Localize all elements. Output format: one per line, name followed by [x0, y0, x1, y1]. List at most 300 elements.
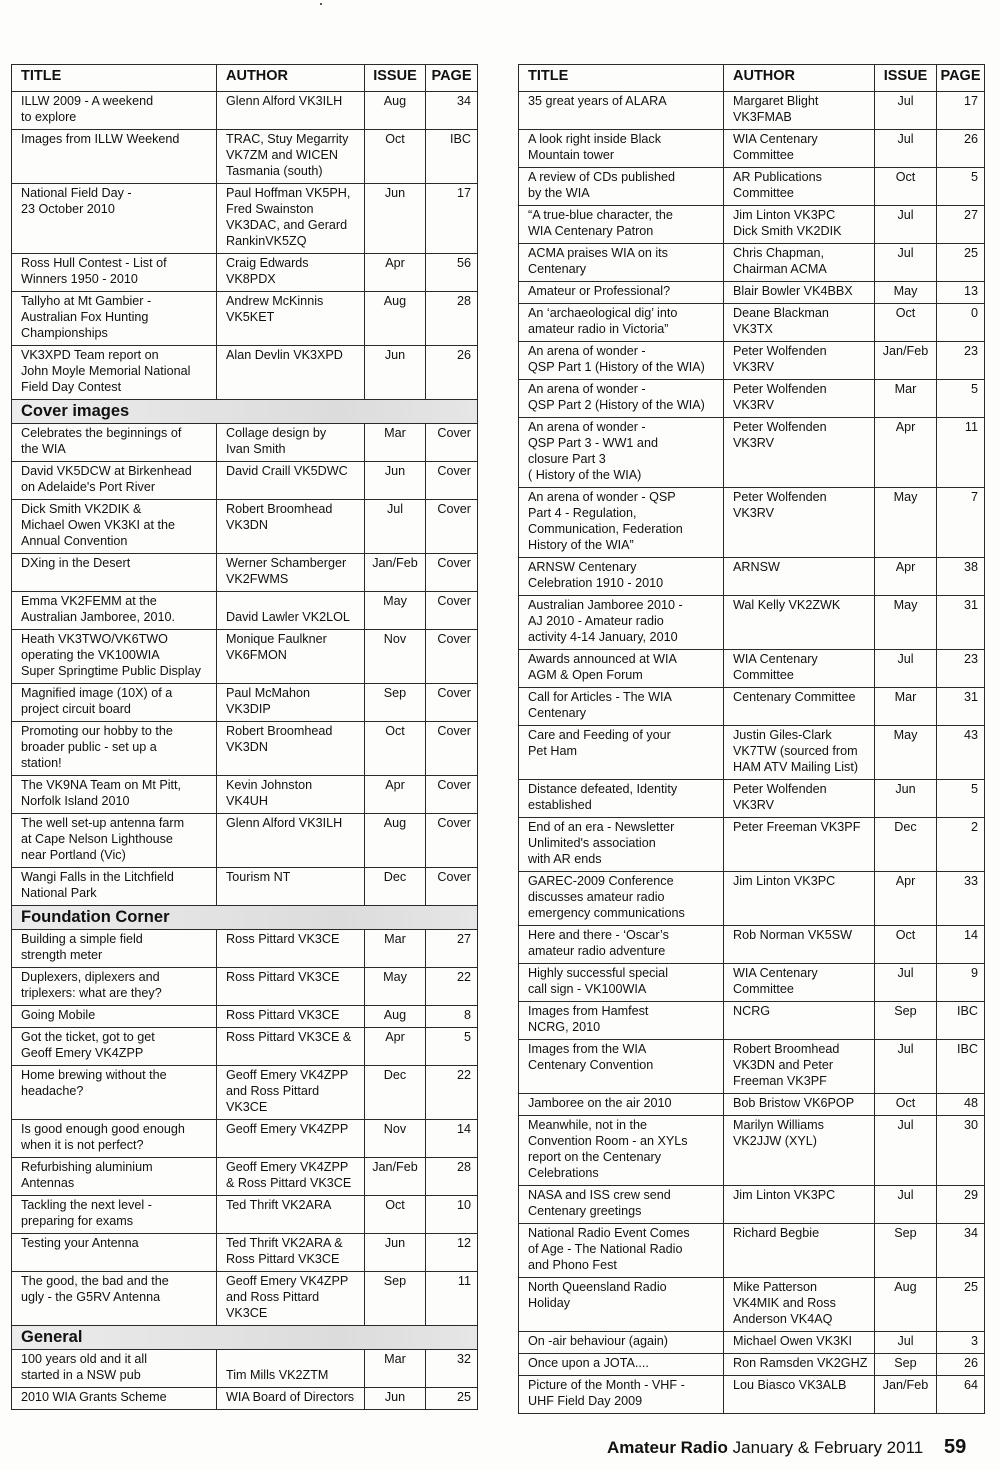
article-author: Paul McMahon VK3DIP — [217, 684, 365, 722]
article-issue: Jul — [875, 964, 937, 1002]
article-title: Promoting our hobby to the broader public - set up a station! — [12, 722, 217, 776]
article-author: Peter Freeman VK3PF — [724, 818, 875, 872]
article-author: Robert Broomhead VK3DN — [217, 500, 365, 554]
article-author: Ted Thrift VK2ARA & Ross Pittard VK3CE — [217, 1234, 365, 1272]
article-issue: May — [875, 282, 937, 304]
table-row — [519, 418, 985, 488]
article-title: GAREC-2009 Conference discusses amateur radio emergency communications — [519, 872, 724, 926]
article-issue: Sep — [875, 1354, 937, 1376]
article-issue: Jan/Feb — [875, 1376, 937, 1414]
article-title: DXing in the Desert — [12, 554, 217, 592]
table-row — [12, 1388, 478, 1410]
article-author: Tim Mills VK2ZTM — [217, 1350, 365, 1388]
table-row — [12, 930, 478, 968]
column-header-issue: ISSUE — [875, 65, 937, 92]
article-page: 0 — [937, 304, 985, 342]
table-row — [519, 650, 985, 688]
article-author: Andrew McKinnis VK5KET — [217, 292, 365, 346]
article-author: Mike Patterson VK4MIK and Ross Anderson VK4AQ — [724, 1278, 875, 1332]
article-title: An arena of wonder - QSP Part 3 - WW1 and closure Part 3 ( History of the WIA) — [519, 418, 724, 488]
magazine-name: Amateur Radio — [607, 1438, 728, 1457]
article-author: Rob Norman VK5SW — [724, 926, 875, 964]
article-author: David Lawler VK2LOL — [217, 592, 365, 630]
article-issue: Jun — [365, 462, 426, 500]
table-row — [519, 688, 985, 726]
index-table-left — [11, 64, 478, 1410]
section-heading-row — [12, 1326, 478, 1350]
article-title: Images from Hamfest NCRG, 2010 — [519, 1002, 724, 1040]
table-row — [12, 684, 478, 722]
article-page: 5 — [937, 168, 985, 206]
article-issue: May — [365, 968, 426, 1006]
article-page: Cover — [426, 776, 478, 814]
article-title: Wangi Falls in the Litchfield National Park — [12, 868, 217, 906]
article-title: Got the ticket, got to get Geoff Emery VK4ZPP — [12, 1028, 217, 1066]
article-author: WIA Centenary Committee — [724, 964, 875, 1002]
article-title: The good, the bad and the ugly - the G5RV Antenna — [12, 1272, 217, 1326]
article-page: Cover — [426, 592, 478, 630]
article-issue: Mar — [875, 380, 937, 418]
article-author: Jim Linton VK3PC — [724, 1186, 875, 1224]
article-page: IBC — [937, 1002, 985, 1040]
article-title: Testing your Antenna — [12, 1234, 217, 1272]
article-page: Cover — [426, 814, 478, 868]
article-page: 25 — [426, 1388, 478, 1410]
scan-speck — [320, 3, 322, 5]
table-row — [519, 1224, 985, 1278]
article-page: Cover — [426, 424, 478, 462]
article-author: Ross Pittard VK3CE & — [217, 1028, 365, 1066]
article-issue: Oct — [365, 1196, 426, 1234]
article-page: 22 — [426, 968, 478, 1006]
article-title: Meanwhile, not in the Convention Room - an XYLs report on the Centenary Celebrations — [519, 1116, 724, 1186]
section-heading: Foundation Corner — [12, 906, 478, 930]
article-issue: Jul — [875, 1040, 937, 1094]
article-title: Picture of the Month - VHF - UHF Field Day 2009 — [519, 1376, 724, 1414]
article-page: 5 — [937, 780, 985, 818]
article-issue: Jul — [875, 1186, 937, 1224]
article-author: Geoff Emery VK4ZPP — [217, 1120, 365, 1158]
article-issue: Apr — [875, 872, 937, 926]
article-author: Collage design by Ivan Smith — [217, 424, 365, 462]
section-heading: General — [12, 1326, 478, 1350]
article-issue: Oct — [365, 130, 426, 184]
article-issue: May — [365, 592, 426, 630]
article-title: Images from ILLW Weekend — [12, 130, 217, 184]
article-issue: Oct — [875, 1094, 937, 1116]
table-row — [12, 630, 478, 684]
article-author: Werner Schamberger VK2FWMS — [217, 554, 365, 592]
article-title: Building a simple field strength meter — [12, 930, 217, 968]
table-row — [12, 346, 478, 400]
article-author: Ron Ramsden VK2GHZ — [724, 1354, 875, 1376]
article-title: Tackling the next level - preparing for exams — [12, 1196, 217, 1234]
article-page: 23 — [937, 342, 985, 380]
column-header-title: TITLE — [12, 65, 217, 92]
article-title: Once upon a JOTA.... — [519, 1354, 724, 1376]
article-title: National Field Day - 23 October 2010 — [12, 184, 217, 254]
article-page: 2 — [937, 818, 985, 872]
article-author: Craig Edwards VK8PDX — [217, 254, 365, 292]
article-issue: Sep — [875, 1002, 937, 1040]
article-title: David VK5DCW at Birkenhead on Adelaide's Port River — [12, 462, 217, 500]
article-author: WIA Centenary Committee — [724, 130, 875, 168]
article-author: Margaret Blight VK3FMAB — [724, 92, 875, 130]
table-header-row — [12, 65, 478, 92]
article-page: 56 — [426, 254, 478, 292]
table-row — [519, 1332, 985, 1354]
article-author: Ross Pittard VK3CE — [217, 968, 365, 1006]
article-title: Australian Jamboree 2010 - AJ 2010 - Amateur radio activity 4-14 January, 2010 — [519, 596, 724, 650]
article-page: 7 — [937, 488, 985, 558]
article-author: David Craill VK5DWC — [217, 462, 365, 500]
article-page: 27 — [937, 206, 985, 244]
table-row — [519, 304, 985, 342]
table-row — [12, 462, 478, 500]
article-author: Glenn Alford VK3ILH — [217, 814, 365, 868]
issue-date: January & February 2011 — [732, 1438, 924, 1457]
article-issue: Aug — [365, 292, 426, 346]
article-title: 100 years old and it all started in a NSW pub — [12, 1350, 217, 1388]
article-page: 26 — [937, 130, 985, 168]
article-issue: Jun — [365, 184, 426, 254]
table-row — [519, 818, 985, 872]
article-page: 25 — [937, 1278, 985, 1332]
article-issue: Jun — [875, 780, 937, 818]
column-header-author: AUTHOR — [217, 65, 365, 92]
article-issue: Jul — [875, 1332, 937, 1354]
table-row — [519, 872, 985, 926]
page-number: 59 — [943, 1436, 967, 1458]
table-row — [12, 1234, 478, 1272]
article-page: Cover — [426, 462, 478, 500]
article-title: Distance defeated, Identity established — [519, 780, 724, 818]
article-page: 26 — [426, 346, 478, 400]
article-title: Home brewing without the headache? — [12, 1066, 217, 1120]
article-page: 22 — [426, 1066, 478, 1120]
article-title: Refurbishing aluminium Antennas — [12, 1158, 217, 1196]
article-title: “A true-blue character, the WIA Centenary Patron — [519, 206, 724, 244]
article-page: 28 — [426, 292, 478, 346]
article-author: Tourism NT — [217, 868, 365, 906]
table-row — [519, 488, 985, 558]
column-header-author: AUTHOR — [724, 65, 875, 92]
article-issue: Jan/Feb — [875, 342, 937, 380]
article-page: 31 — [937, 596, 985, 650]
article-title: Care and Feeding of your Pet Ham — [519, 726, 724, 780]
article-issue: Mar — [875, 688, 937, 726]
table-row — [12, 1272, 478, 1326]
article-issue: Jun — [365, 1234, 426, 1272]
article-title: 35 great years of ALARA — [519, 92, 724, 130]
article-title: A review of CDs published by the WIA — [519, 168, 724, 206]
table-row — [519, 380, 985, 418]
article-author: Deane Blackman VK3TX — [724, 304, 875, 342]
article-title: The well set-up antenna farm at Cape Nelson Lighthouse near Portland (Vic) — [12, 814, 217, 868]
table-row — [12, 254, 478, 292]
article-issue: Jul — [875, 650, 937, 688]
article-title: Magnified image (10X) of a project circuit board — [12, 684, 217, 722]
article-issue: Jun — [365, 1388, 426, 1410]
table-row — [519, 1116, 985, 1186]
article-author: Glenn Alford VK3ILH — [217, 92, 365, 130]
article-page: 17 — [426, 184, 478, 254]
article-author: Paul Hoffman VK5PH, Fred Swainston VK3DAC, and Gerard RankinVK5ZQ — [217, 184, 365, 254]
table-row — [12, 554, 478, 592]
table-row — [12, 292, 478, 346]
table-row — [519, 926, 985, 964]
column-header-issue: ISSUE — [365, 65, 426, 92]
article-title: Heath VK3TWO/VK6TWO operating the VK100WIA Super Springtime Public Display — [12, 630, 217, 684]
article-page: 30 — [937, 1116, 985, 1186]
article-title: End of an era - Newsletter Unlimited's association with AR ends — [519, 818, 724, 872]
article-title: National Radio Event Comes of Age - The National Radio and Phono Fest — [519, 1224, 724, 1278]
article-author: Peter Wolfenden VK3RV — [724, 488, 875, 558]
article-page: 32 — [426, 1350, 478, 1388]
article-author: WIA Board of Directors — [217, 1388, 365, 1410]
article-page: 26 — [937, 1354, 985, 1376]
article-page: 10 — [426, 1196, 478, 1234]
table-row — [519, 1376, 985, 1414]
article-issue: Sep — [365, 1272, 426, 1326]
section-heading-row — [12, 400, 478, 424]
table-row — [519, 726, 985, 780]
article-page: 48 — [937, 1094, 985, 1116]
article-title: Amateur or Professional? — [519, 282, 724, 304]
article-page: 31 — [937, 688, 985, 726]
table-row — [519, 92, 985, 130]
table-row — [12, 968, 478, 1006]
article-author: Ross Pittard VK3CE — [217, 930, 365, 968]
article-author: Richard Begbie — [724, 1224, 875, 1278]
article-page: 64 — [937, 1376, 985, 1414]
article-page: Cover — [426, 868, 478, 906]
article-issue: Apr — [875, 558, 937, 596]
table-row — [12, 424, 478, 462]
article-issue: Dec — [365, 868, 426, 906]
table-row — [12, 92, 478, 130]
article-issue: Jul — [875, 92, 937, 130]
article-title: VK3XPD Team report on John Moyle Memorial National Field Day Contest — [12, 346, 217, 400]
article-issue: Aug — [365, 814, 426, 868]
article-page: 11 — [937, 418, 985, 488]
article-author: ARNSW — [724, 558, 875, 596]
article-title: Images from the WIA Centenary Convention — [519, 1040, 724, 1094]
table-row — [519, 342, 985, 380]
article-author: Robert Broomhead VK3DN and Peter Freeman VK3PF — [724, 1040, 875, 1094]
article-title: Ross Hull Contest - List of Winners 1950 - 2010 — [12, 254, 217, 292]
article-page: 14 — [937, 926, 985, 964]
table-row — [12, 1120, 478, 1158]
article-title: North Queensland Radio Holiday — [519, 1278, 724, 1332]
article-issue: Apr — [875, 418, 937, 488]
table-row — [519, 964, 985, 1002]
article-title: Emma VK2FEMM at the Australian Jamboree, 2010. — [12, 592, 217, 630]
table-row — [519, 596, 985, 650]
article-issue: Mar — [365, 930, 426, 968]
article-author: NCRG — [724, 1002, 875, 1040]
article-title: Here and there - ‘Oscar’s amateur radio adventure — [519, 926, 724, 964]
article-author: AR Publications Committee — [724, 168, 875, 206]
article-page: 5 — [426, 1028, 478, 1066]
article-page: IBC — [426, 130, 478, 184]
article-title: A look right inside Black Mountain tower — [519, 130, 724, 168]
article-page: 34 — [426, 92, 478, 130]
article-author: WIA Centenary Committee — [724, 650, 875, 688]
article-issue: Nov — [365, 1120, 426, 1158]
article-title: An arena of wonder - QSP Part 1 (History of the WIA) — [519, 342, 724, 380]
article-page: Cover — [426, 630, 478, 684]
article-title: The VK9NA Team on Mt Pitt, Norfolk Island 2010 — [12, 776, 217, 814]
article-title: An ‘archaeological dig’ into amateur radio in Victoria” — [519, 304, 724, 342]
table-header-row — [519, 65, 985, 92]
article-title: ILLW 2009 - A weekend to explore — [12, 92, 217, 130]
article-page: Cover — [426, 684, 478, 722]
article-author: Lou Biasco VK3ALB — [724, 1376, 875, 1414]
article-page: 11 — [426, 1272, 478, 1326]
article-author: Jim Linton VK3PC — [724, 872, 875, 926]
article-issue: Apr — [365, 776, 426, 814]
table-row — [519, 558, 985, 596]
article-page: 5 — [937, 380, 985, 418]
article-author: Justin Giles-Clark VK7TW (sourced from HAM ATV Mailing List) — [724, 726, 875, 780]
article-issue: Jul — [875, 206, 937, 244]
article-issue: May — [875, 596, 937, 650]
article-page: 43 — [937, 726, 985, 780]
article-issue: Jul — [365, 500, 426, 554]
article-title: Dick Smith VK2DIK & Michael Owen VK3KI at the Annual Convention — [12, 500, 217, 554]
article-issue: Apr — [365, 254, 426, 292]
article-title: An arena of wonder - QSP Part 4 - Regulation, Communication, Federation History of the WIA” — [519, 488, 724, 558]
article-issue: Aug — [365, 92, 426, 130]
table-row — [12, 592, 478, 630]
section-heading-row — [12, 906, 478, 930]
article-page: 8 — [426, 1006, 478, 1028]
table-row — [12, 776, 478, 814]
article-page: 29 — [937, 1186, 985, 1224]
table-body — [519, 92, 985, 1414]
table-row — [519, 1186, 985, 1224]
article-title: Tallyho at Mt Gambier - Australian Fox Hunting Championships — [12, 292, 217, 346]
article-issue: Jun — [365, 346, 426, 400]
article-page: IBC — [937, 1040, 985, 1094]
table-row — [519, 1354, 985, 1376]
article-issue: Jul — [875, 1116, 937, 1186]
article-title: Going Mobile — [12, 1006, 217, 1028]
table-row — [519, 780, 985, 818]
article-title: On -air behaviour (again) — [519, 1332, 724, 1354]
article-issue: Aug — [365, 1006, 426, 1028]
article-page: 33 — [937, 872, 985, 926]
article-author: Marilyn Williams VK2JJW (XYL) — [724, 1116, 875, 1186]
table-row — [12, 1028, 478, 1066]
article-title: 2010 WIA Grants Scheme — [12, 1388, 217, 1410]
article-page: 38 — [937, 558, 985, 596]
table-row — [12, 1066, 478, 1120]
article-issue: Mar — [365, 1350, 426, 1388]
article-page: 23 — [937, 650, 985, 688]
article-author: Michael Owen VK3KI — [724, 1332, 875, 1354]
section-heading: Cover images — [12, 400, 478, 424]
article-author: Kevin Johnston VK4UH — [217, 776, 365, 814]
article-author: TRAC, Stuy Megarrity VK7ZM and WICEN Tasmania (south) — [217, 130, 365, 184]
article-author: Geoff Emery VK4ZPP & Ross Pittard VK3CE — [217, 1158, 365, 1196]
article-title: ACMA praises WIA on its Centenary — [519, 244, 724, 282]
article-title: Awards announced at WIA AGM & Open Forum — [519, 650, 724, 688]
table-row — [12, 1006, 478, 1028]
article-issue: Mar — [365, 424, 426, 462]
article-author: Peter Wolfenden VK3RV — [724, 380, 875, 418]
article-author: Ross Pittard VK3CE — [217, 1006, 365, 1028]
article-issue: Oct — [875, 926, 937, 964]
article-author: Peter Wolfenden VK3RV — [724, 342, 875, 380]
article-issue: Oct — [365, 722, 426, 776]
article-page: 34 — [937, 1224, 985, 1278]
table-row — [12, 1196, 478, 1234]
article-author: Peter Wolfenden VK3RV — [724, 780, 875, 818]
article-issue: Aug — [875, 1278, 937, 1332]
article-issue: Dec — [875, 818, 937, 872]
article-page: 13 — [937, 282, 985, 304]
article-author: Robert Broomhead VK3DN — [217, 722, 365, 776]
table-row — [12, 1158, 478, 1196]
table-body — [12, 92, 478, 1410]
article-author: Bob Bristow VK6POP — [724, 1094, 875, 1116]
article-title: Call for Articles - The WIA Centenary — [519, 688, 724, 726]
table-row — [519, 244, 985, 282]
table-row — [519, 1094, 985, 1116]
article-title: Duplexers, diplexers and triplexers: what are they? — [12, 968, 217, 1006]
article-issue: Jan/Feb — [365, 1158, 426, 1196]
table-row — [519, 1040, 985, 1094]
table-row — [12, 814, 478, 868]
article-issue: Apr — [365, 1028, 426, 1066]
article-page: 25 — [937, 244, 985, 282]
article-author: Ted Thrift VK2ARA — [217, 1196, 365, 1234]
article-author: Monique Faulkner VK6FMON — [217, 630, 365, 684]
article-page: 9 — [937, 964, 985, 1002]
table-row — [12, 722, 478, 776]
article-author: Centenary Committee — [724, 688, 875, 726]
article-title: NASA and ISS crew send Centenary greetings — [519, 1186, 724, 1224]
article-author: Peter Wolfenden VK3RV — [724, 418, 875, 488]
article-page: Cover — [426, 722, 478, 776]
table-row — [519, 1278, 985, 1332]
table-row — [519, 206, 985, 244]
table-row — [519, 282, 985, 304]
table-row — [12, 184, 478, 254]
article-title: An arena of wonder - QSP Part 2 (History of the WIA) — [519, 380, 724, 418]
column-header-title: TITLE — [519, 65, 724, 92]
article-issue: Sep — [875, 1224, 937, 1278]
article-issue: Jan/Feb — [365, 554, 426, 592]
article-issue: Nov — [365, 630, 426, 684]
table-row — [12, 130, 478, 184]
article-issue: Jul — [875, 244, 937, 282]
table-row — [12, 868, 478, 906]
article-page: 28 — [426, 1158, 478, 1196]
article-page: 17 — [937, 92, 985, 130]
article-author: Jim Linton VK3PC Dick Smith VK2DIK — [724, 206, 875, 244]
article-page: 14 — [426, 1120, 478, 1158]
article-issue: Oct — [875, 168, 937, 206]
article-title: Highly successful special call sign - VK100WIA — [519, 964, 724, 1002]
article-author: Geoff Emery VK4ZPP and Ross Pittard VK3CE — [217, 1272, 365, 1326]
article-issue: Dec — [365, 1066, 426, 1120]
article-author: Chris Chapman, Chairman ACMA — [724, 244, 875, 282]
article-issue: Sep — [365, 684, 426, 722]
article-title: ARNSW Centenary Celebration 1910 - 2010 — [519, 558, 724, 596]
